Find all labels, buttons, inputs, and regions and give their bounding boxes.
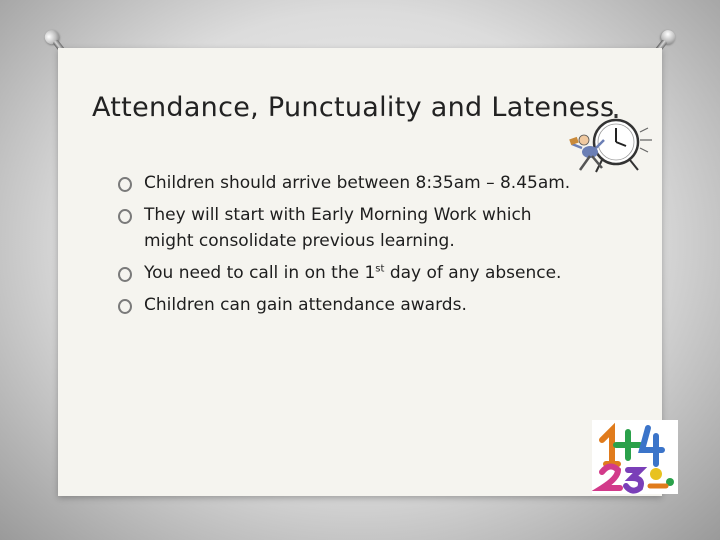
running-clock-man-icon bbox=[568, 110, 658, 182]
bullet-item bbox=[118, 202, 578, 254]
bullet-marker-icon bbox=[118, 267, 132, 282]
colorful-numbers-1234-icon bbox=[592, 420, 678, 494]
bullet-text-part: You need to call in on the 1 bbox=[144, 263, 376, 283]
bullet-text: They will start with Early Morning Work which might consolidate previous learning. bbox=[144, 205, 532, 251]
bullet-item bbox=[118, 170, 578, 196]
bullet-text: Children should arrive between 8:35am – 8.45am. bbox=[144, 173, 571, 193]
bullet-text-part: day of any absence. bbox=[384, 263, 562, 283]
bullet-list bbox=[118, 170, 578, 324]
bullet-superscript: st bbox=[375, 263, 385, 275]
bullet-marker-icon bbox=[118, 209, 132, 224]
bullet-marker-icon bbox=[118, 299, 132, 314]
bullet-item bbox=[118, 260, 578, 286]
bullet-item bbox=[118, 292, 578, 318]
slide-title: Attendance, Punctuality and Lateness bbox=[92, 92, 615, 123]
bullet-marker-icon bbox=[118, 177, 132, 192]
bullet-text: Children can gain attendance awards. bbox=[144, 295, 467, 315]
